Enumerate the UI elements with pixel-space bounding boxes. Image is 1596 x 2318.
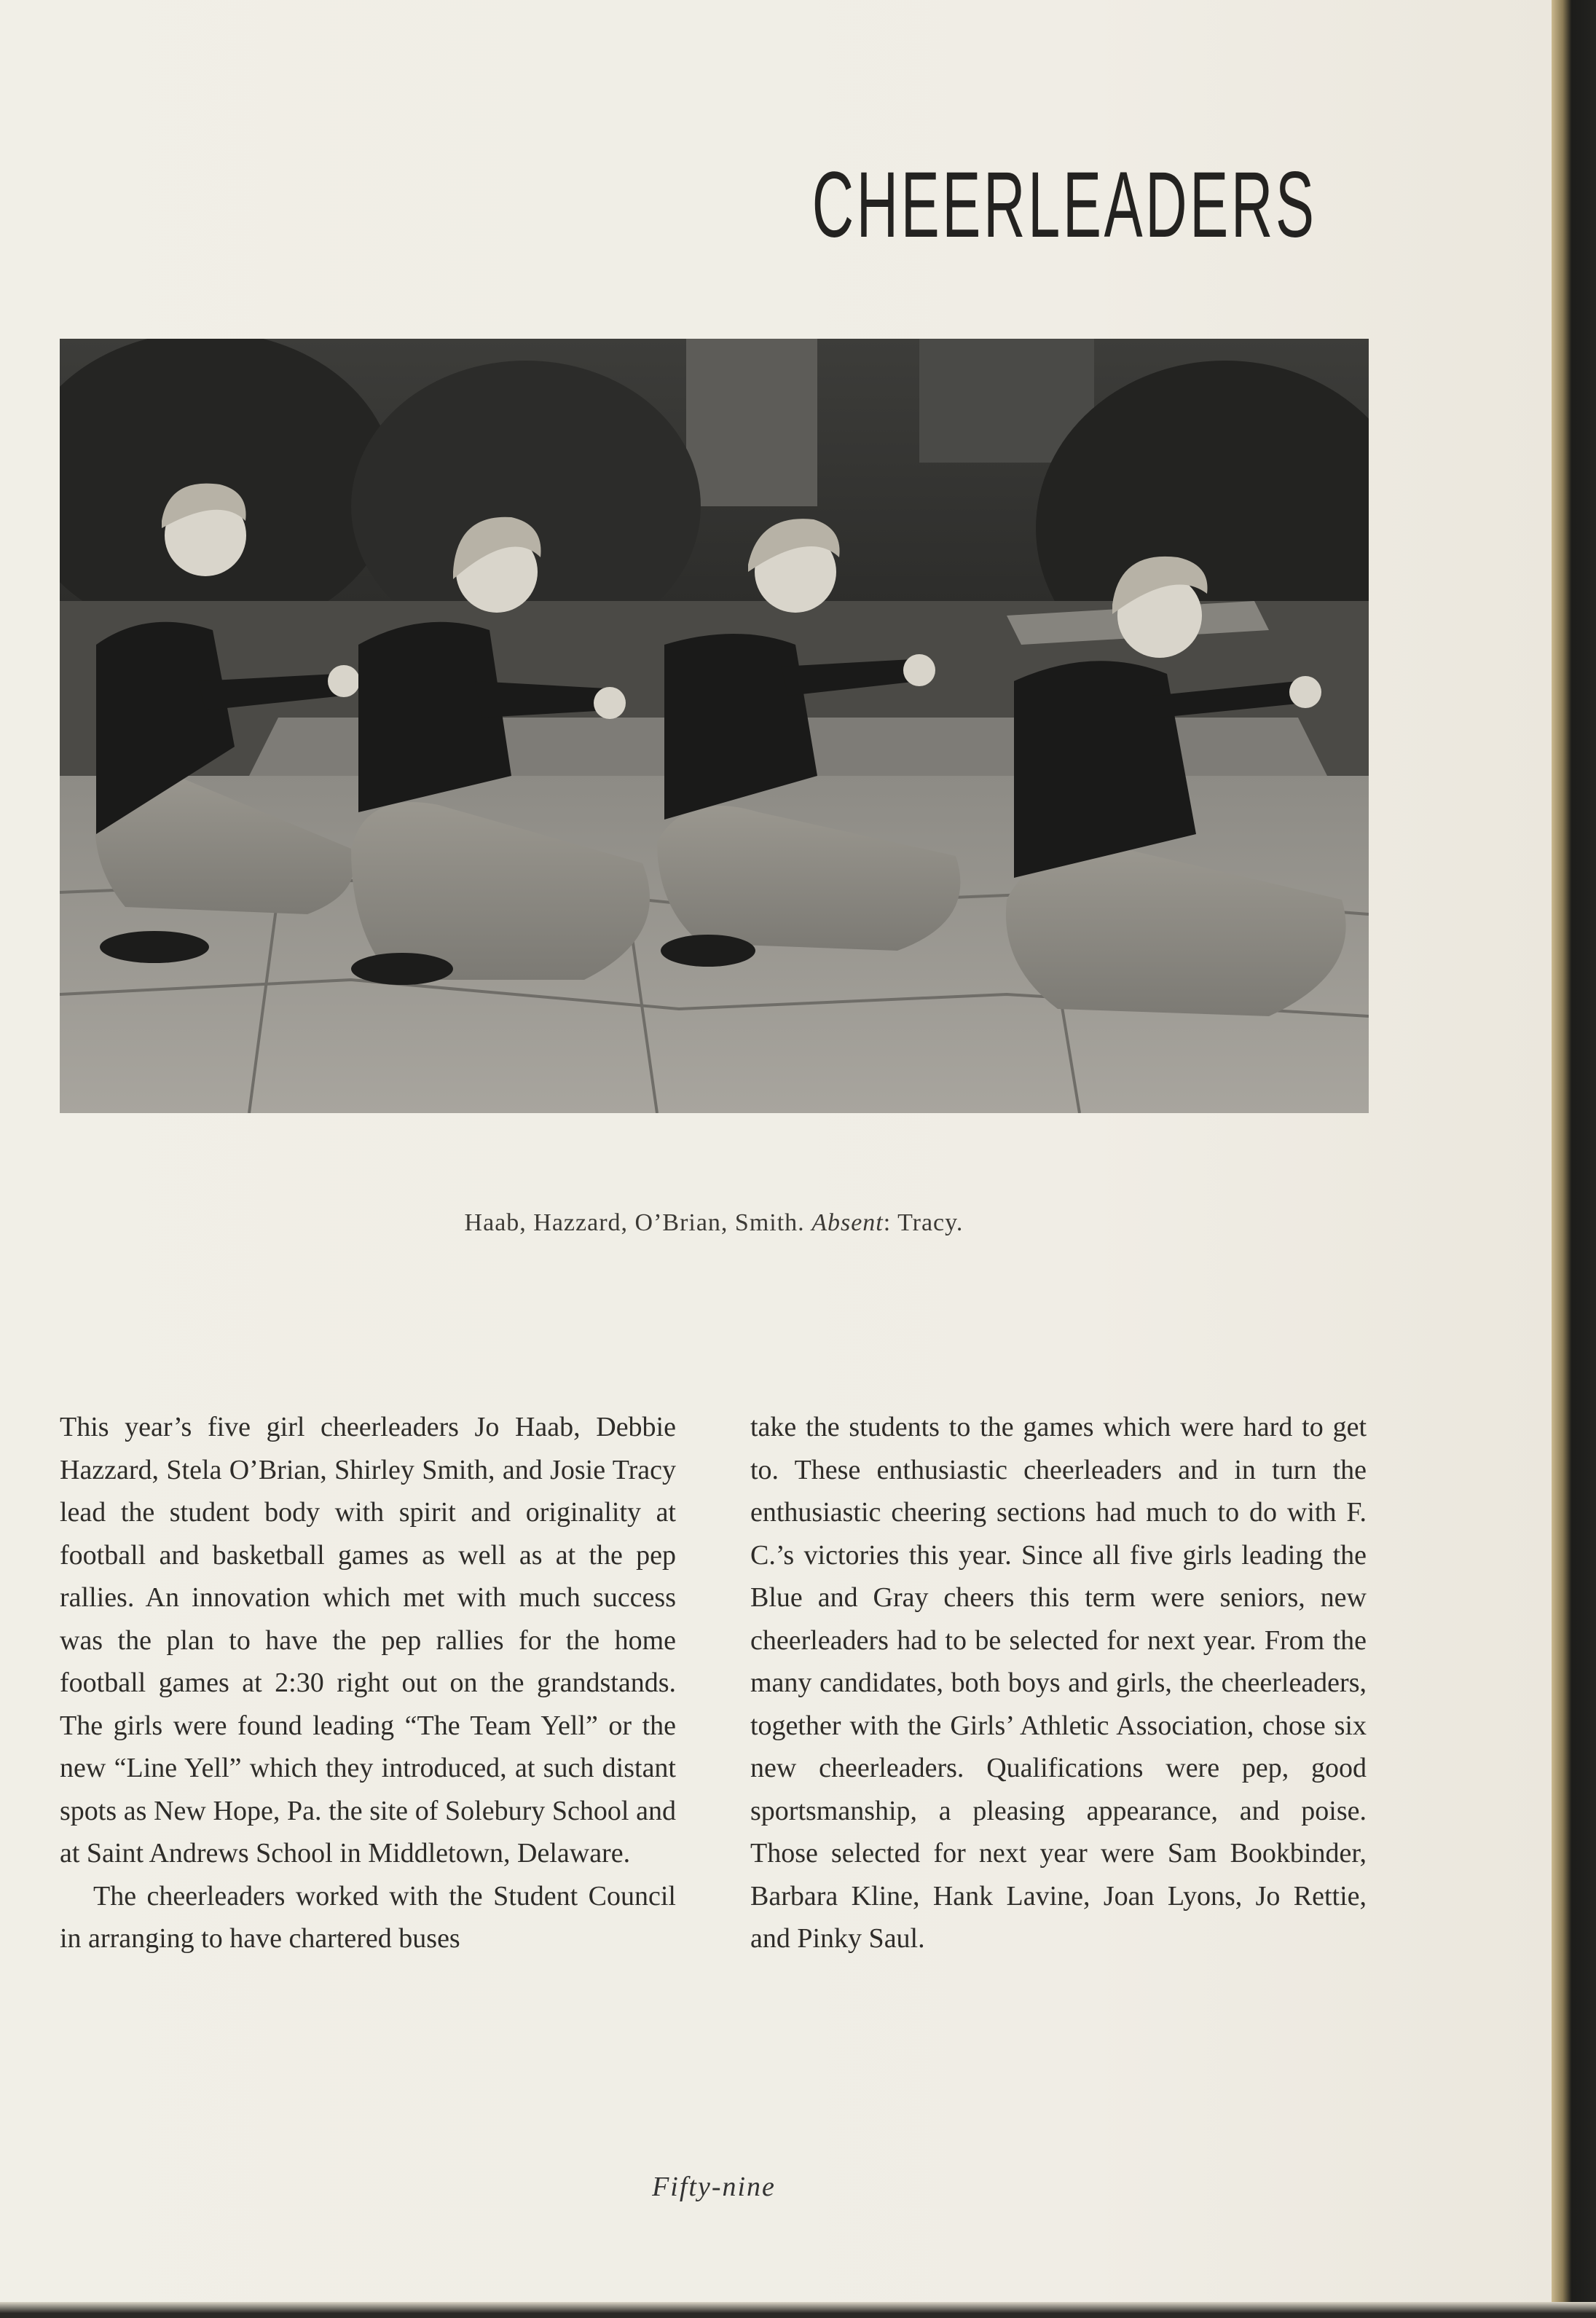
body-paragraph: This year’s five girl cheerleaders Jo Haab, Debbie Hazzard, Stela O’Brian, Shirley Smith, and Josie Tracy lead the student body with spirit and originality at football and basketball games as well as at the pep rallies. An innovation which met with much success was the plan to have the pep rallies for the home football games at 2:30 right out on the grandstands. The girls were found leading “The Team Yell” or the new “Line Yell” which they introduced, at such distant spots as New Hope, Pa. the site of Solebury School and at Saint Andrews School in Middletown, Delaware. — [60, 1412, 676, 1869]
cheerleaders-photo — [60, 339, 1369, 1113]
page-title: CHEERLEADERS — [812, 153, 1317, 257]
photo-illustration — [60, 339, 1369, 1113]
body-column-left — [60, 1406, 676, 1960]
photo-caption — [0, 1209, 1428, 1237]
page-binding — [1552, 0, 1596, 2318]
body-paragraph: take the students to the games which were hard to get to. These enthusiastic cheerleaders and in turn the enthusiastic cheering sections had much to do with F. C.’s victories this year. Since all five girls leading the Blue and Gray cheers this term were seniors, new cheerleaders had to be selected for next year. From the many candidates, both boys and girls, the cheerleaders, together with the Girls’ Athletic Association, chose six new cheerleaders. Qualifications were pep, good sportsmanship, a pleasing appearance, and poise. Those selected for next year were Sam Bookbinder, Barbara Kline, Hank Lavine, Joan Lyons, Jo Rettie, and Pinky Saul. — [750, 1412, 1367, 1954]
body-paragraph: The cheerleaders worked with the Student Council in arranging to have chartered buses — [60, 1880, 676, 1954]
caption-absent-names: : Tracy. — [883, 1209, 964, 1236]
caption-absent-label: Absent — [811, 1209, 884, 1236]
stone-building — [686, 339, 817, 506]
caption-names: Haab, Hazzard, O’Brian, Smith. — [464, 1209, 805, 1236]
page-number: Fifty-nine — [652, 2172, 776, 2202]
body-column-right — [750, 1406, 1367, 1960]
page-bottom-edge — [0, 2302, 1596, 2318]
